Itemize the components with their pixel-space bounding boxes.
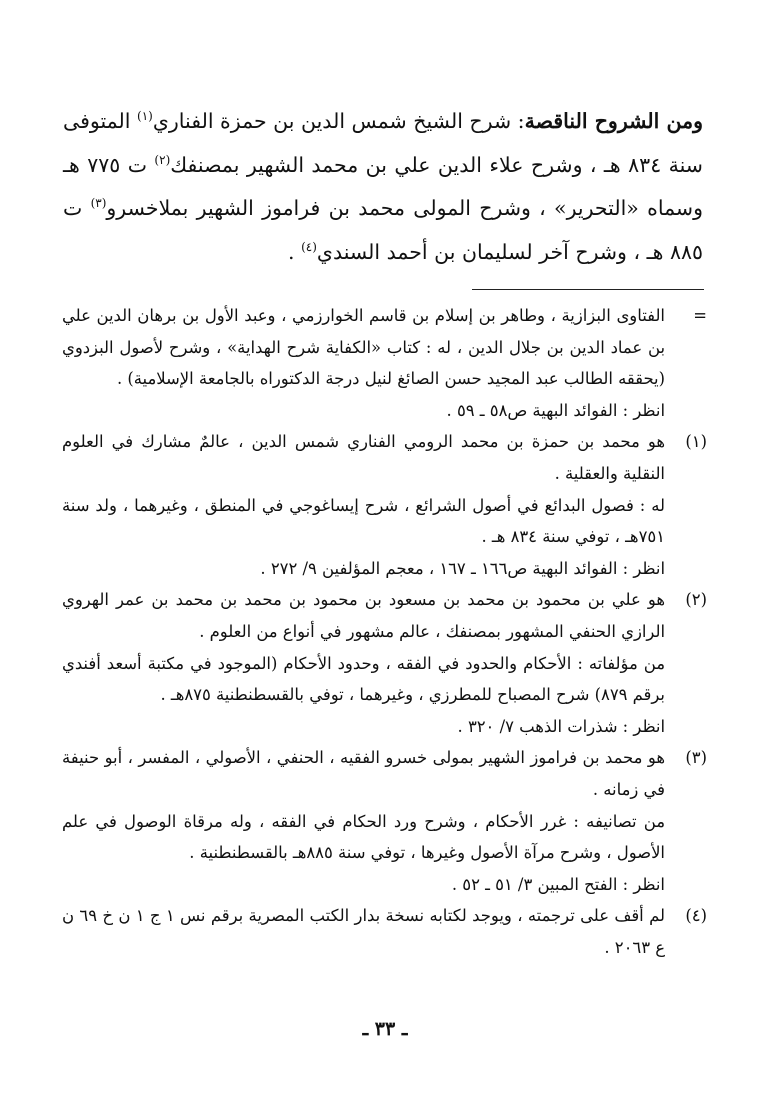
footnote-continued <box>62 300 707 426</box>
footnote-ref-1[interactable]: (١) <box>137 109 153 124</box>
footnotes <box>62 300 707 963</box>
main-text-part-1: : شرح الشيخ شمس الدين بن حمزة الفناري <box>152 109 525 133</box>
main-text-part-3: ت ٧٧٥ هـ وسماه «التحرير» ، وشرح المولى محمد بن فراموز الشهير بملاخسرو <box>63 152 703 220</box>
footnote-line: الفتاوى البزازية ، وطاهر بن إسلام بن قاسم الخوارزمي ، وعبد الأول بن برهان الدين علي بن عماد الدين بن جلال الدين ، له : كتاب «الكفاية شرح الهداية» ، وشرح لأصول البزدوي (يحققه الطالب عبد المجيد حسن الصائغ لنيل درجة الدكتوراه بالجامعة الإسلامية) . <box>62 306 665 389</box>
footnote-marker: (٣) <box>685 748 707 768</box>
footnote-marker: = <box>693 306 707 325</box>
footnote-marker: (١) <box>685 432 707 452</box>
footnote-2 <box>62 584 707 742</box>
main-text-part-2: المتوفى سنة ٨٣٤ هـ ، وشرح علاء الدين علي بن محمد الشهير بمصنفك <box>63 109 703 177</box>
footnote-line: انظر : الفتح المبين ٣/ ٥١ ـ ٥٢ . <box>451 874 665 894</box>
footnote-line: هو محمد بن حمزة بن محمد الرومي الفناري شمس الدين ، عالمٌ مشارك في العلوم النقلية والعقلية . <box>62 432 665 483</box>
footnote-line: له : فصول البدائع في أصول الشرائع ، شرح إيساغوجي في المنطق ، وغيرهما ، ولد سنة ٧٥١هـ ، توفي سنة ٨٣٤ هـ . <box>62 495 665 547</box>
footnote-line: من تصانيفه : غرر الأحكام ، وشرح ورد الحكام في الفقه ، وله مرقاة الوصول في علم الأصول ، وشرح مرآة الأصول وغيرها ، توفي سنة ٨٨٥هـ بالقسطنطنية . <box>62 811 665 863</box>
footnote-line: لم أقف على ترجمته ، ويوجد لكتابه نسخة بدار الكتب المصرية برقم نس ١ ج ١ ن خ ٦٩ ن ع ٢٠٦٣ . <box>62 906 665 957</box>
footnote-line: انظر : الفوائد البهية ص٥٨ ـ ٥٩ . <box>446 400 665 420</box>
main-text-part-4: ت ٨٨٥ هـ ، وشرح آخر لسليمان بن أحمد السندي <box>63 196 703 264</box>
footnote-4 <box>62 900 707 963</box>
footnote-marker: (٢) <box>685 590 707 610</box>
footnote-ref-3[interactable]: (٣) <box>90 196 107 211</box>
footnote-ref-2[interactable]: (٢) <box>154 152 171 167</box>
footnote-line: هو علي بن محمود بن محمد بن مسعود بن محمود بن محمد بن محمد بن عمر الهروي الرازي الحنفي المشهور بمصنفك ، عالم مشهور في أنواع من العلوم . <box>62 590 665 641</box>
footnote-ref-4[interactable]: (٤) <box>301 239 317 254</box>
footnote-separator <box>472 289 704 290</box>
footnote-line: من مؤلفاته : الأحكام والحدود في الفقه ، وحدود الأحكام (الموجود في مكتبة أسعد أفندي برقم ٨٧٩) شرح المصباح للمطرزي ، وغيرهما ، توفي بالقسطنطنية ٨٧٥هـ . <box>62 653 665 705</box>
footnote-3 <box>62 742 707 900</box>
footnote-line: انظر : شذرات الذهب ٧/ ٣٢٠ . <box>457 716 665 736</box>
main-text-part-5: . <box>288 239 302 264</box>
footnote-marker: (٤) <box>685 906 707 926</box>
page-number: ـ ٣٣ ـ <box>362 1018 408 1040</box>
footnote-line: هو محمد بن فراموز الشهير بمولى خسرو الفقيه ، الحنفي ، الأصولي ، المفسر ، أبو حنيفة في زمانه . <box>62 748 665 799</box>
footnote-1 <box>62 426 707 584</box>
main-paragraph <box>63 100 703 274</box>
paragraph-lead: ومن الشروح الناقصة <box>524 109 703 133</box>
footnote-line: انظر : الفوائد البهية ص١٦٦ ـ ١٦٧ ، معجم المؤلفين ٩/ ٢٧٢ . <box>260 558 665 578</box>
